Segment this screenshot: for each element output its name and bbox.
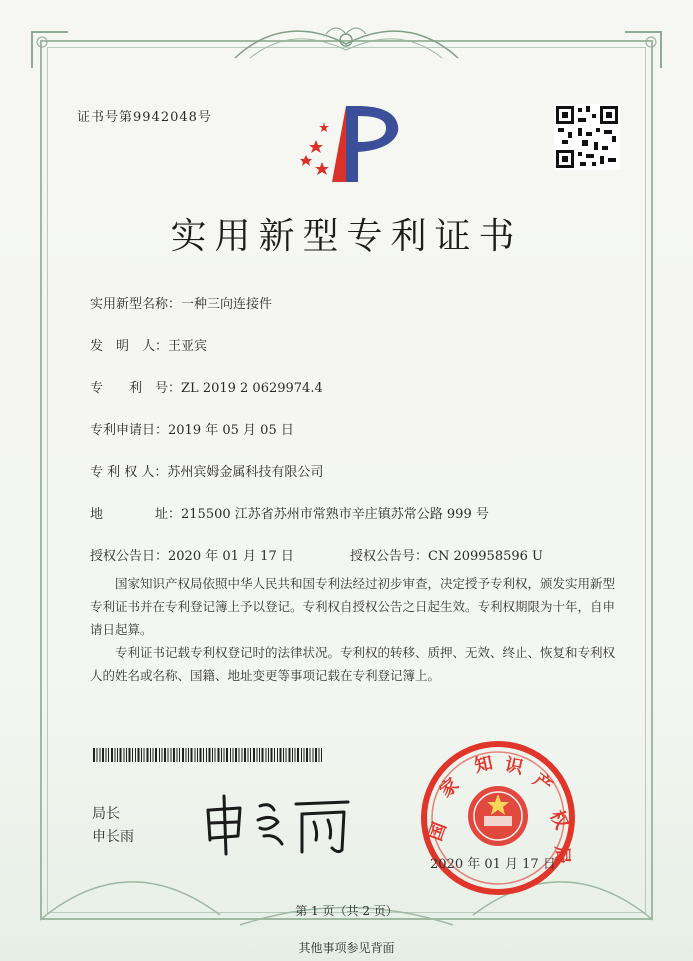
qr-code: [554, 104, 620, 170]
field-label: 实用新型名称：: [90, 297, 182, 312]
official-seal: [418, 738, 578, 898]
svg-text:家: 家: [435, 774, 464, 802]
body-paragraph-2: 专利证书记载专利权登记时的法律状况。专利权的转移、质押、无效、终止、恢复和专利权人的姓名或名称、国籍、地址变更等事项记载在专利登记簿上。: [90, 645, 616, 683]
field-value: ZL 2019 2 0629974.4: [181, 381, 323, 396]
field-value: 王亚宾: [168, 339, 208, 354]
field-inventor: [90, 335, 207, 354]
field-label: 专 利 号：: [90, 381, 182, 396]
barcode: [93, 748, 325, 762]
certificate-number-suffix: 号: [197, 110, 212, 125]
field-label: 授权公告日：: [90, 549, 169, 564]
field-label: 专利申请日：: [90, 423, 169, 438]
signatory-name: 申长雨: [92, 829, 134, 845]
body-paragraph-1: 国家知识产权局依照中华人民共和国专利法经过初步审查，决定授予专利权，颁发实用新型专利证书并在专利登记簿上予以登记。专利权自授权公告之日起生效。专利权期限为十年，自申请日起算。: [90, 576, 616, 637]
field-value: 2019 年 05 月 05 日: [168, 423, 294, 438]
handwritten-signature: [198, 788, 358, 858]
field-label: 授权公告号：: [350, 549, 429, 564]
seal-date: 2020 年 01 月 17 日: [430, 857, 556, 872]
field-utility-model-name: [90, 293, 272, 312]
field-value: 215500 江苏省苏州市常熟市辛庄镇苏常公路 999 号: [181, 507, 489, 522]
certificate-title: 实用新型专利证书: [170, 216, 523, 257]
field-label: 专 利 权 人：: [90, 465, 168, 480]
top-ornament: [230, 20, 463, 64]
signatory-role: 局长: [92, 806, 120, 822]
corner-ornament-tl: [30, 30, 70, 70]
field-value: 一种三向连接件: [181, 297, 273, 312]
field-value: CN 209958596 U: [428, 549, 543, 564]
field-grant-date: [90, 545, 294, 564]
field-value: 2020 年 01 月 17 日: [168, 549, 294, 564]
certificate-number-value: 9942048: [133, 110, 198, 125]
cnipa-logo: [294, 100, 404, 190]
field-patent-holder: [90, 461, 323, 480]
field-filing-date: [90, 419, 294, 438]
field-value: 苏州宾姆金属科技有限公司: [167, 465, 324, 480]
page-number: 第 1 页（共 2 页）: [295, 904, 398, 918]
svg-text:局: 局: [551, 846, 572, 864]
field-label: 发 明 人：: [90, 339, 169, 354]
field-label: 地 址：: [90, 507, 182, 522]
svg-text:权: 权: [545, 807, 573, 833]
certificate-number: [77, 106, 212, 125]
certificate-body: [90, 572, 620, 687]
field-address: [90, 503, 489, 522]
svg-text:识: 识: [502, 754, 525, 779]
field-patent-number: [90, 377, 323, 396]
footer-note: 其他事项参见背面: [298, 941, 395, 955]
certificate-number-label: 证书号第: [77, 110, 134, 125]
field-grant-number: [350, 545, 543, 564]
svg-text:产: 产: [528, 769, 557, 798]
svg-text:国: 国: [424, 819, 451, 844]
corner-ornament-tr: [623, 30, 663, 70]
svg-text:知: 知: [472, 752, 495, 777]
